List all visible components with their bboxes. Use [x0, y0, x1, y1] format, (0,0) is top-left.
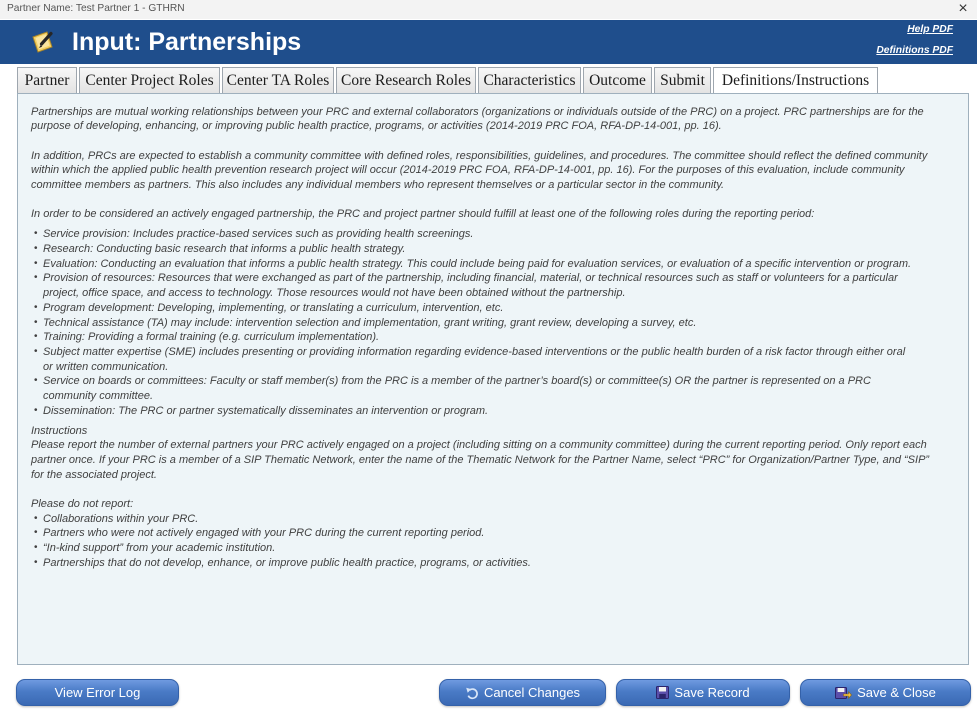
list-item-text: Research: Conducting basic research that informs a public health strategy. — [43, 243, 406, 256]
bullet-marker: • — [34, 257, 38, 269]
tab-partner[interactable]: Partner — [17, 67, 77, 93]
text-line: committee members as partners. This also includes any individual members who represent themselves or a particular sector in the community. — [31, 179, 725, 192]
instructions-heading: Instructions — [31, 424, 88, 437]
list-item — [31, 316, 929, 331]
notepad-pencil-icon — [30, 29, 56, 55]
list-item — [31, 512, 929, 527]
bullet-marker: • — [34, 272, 38, 284]
text-line: In order to be considered an actively engaged partnership, the PRC and project partner should fulfill at least one of the following roles during the reporting period: — [31, 208, 815, 221]
page-title: Input: Partnerships — [72, 28, 302, 56]
bullet-marker: • — [34, 512, 38, 524]
list-item — [31, 404, 929, 419]
list-item — [31, 227, 929, 242]
save-record-label: Save Record — [674, 685, 750, 700]
list-item-text: or written communication. — [43, 360, 169, 373]
tab-center-project-roles[interactable]: Center Project Roles — [79, 67, 220, 93]
list-item-text: “In-kind support” from your academic institution. — [43, 542, 276, 555]
cancel-changes-button[interactable] — [439, 679, 606, 706]
bullet-marker: • — [34, 228, 38, 240]
list-item — [31, 374, 929, 403]
intro-paragraph — [31, 105, 929, 134]
undo-icon — [465, 686, 479, 700]
save-record-button[interactable] — [616, 679, 790, 706]
tab-submit[interactable]: Submit — [654, 67, 711, 93]
do-not-report-section — [31, 497, 929, 570]
list-item — [31, 271, 929, 300]
tab-definitions-instructions[interactable]: Definitions/Instructions — [713, 67, 878, 93]
window-titlebar — [0, 0, 977, 19]
floppy-disk-icon — [656, 686, 669, 699]
window-title: Partner Name: Test Partner 1 - GTHRN — [7, 3, 185, 14]
list-item — [31, 301, 929, 316]
list-item — [31, 541, 929, 556]
close-icon[interactable]: × — [958, 0, 968, 17]
list-item-text: Service provision: Includes practice-based services such as providing health screenings. — [43, 228, 474, 241]
text-line: Please report the number of external partners your PRC actively engaged on a project (including sitting on a community committee) during the current reporting period. Only report each — [31, 439, 927, 452]
text-line: Partnerships are mutual working relationships between your PRC and external collaborators (organizations or individuals outside of the PRC) on a project. PRC partnerships are for the — [31, 105, 924, 118]
list-item-text: Partners who were not actively engaged with your PRC during the current reporting period. — [43, 527, 485, 540]
text-line: purpose of developing, enhancing, or improving public health practice, programs, or activities (2014-2019 PRC FOA, RFA-DP-14-001, pp. 16). — [31, 120, 722, 133]
list-item-text: Service on boards or committees: Faculty or staff member(s) from the PRC is a member of the partner’s board(s) or committee(s) OR the partner is represented on a PRC — [43, 375, 871, 388]
bullet-marker: • — [34, 345, 38, 357]
list-item-text: Technical assistance (TA) may include: intervention selection and implementation, grant writing, grant review, developing a survey, etc. — [43, 316, 697, 329]
list-item — [31, 526, 929, 541]
list-item-text: Program development: Developing, implementing, or translating a curriculum, intervention, etc. — [43, 301, 504, 314]
bullet-marker: • — [34, 243, 38, 255]
list-item — [31, 330, 929, 345]
text-line: In addition, PRCs are expected to establish a community committee with defined roles, responsibilities, guidelines, and procedures. The committee should reflect the defined community — [31, 149, 928, 162]
instructions-section — [31, 424, 929, 483]
view-error-log-button[interactable] — [16, 679, 179, 706]
text-line: for the associated project. — [31, 468, 157, 481]
definitions-pdf-link[interactable]: Definitions PDF — [876, 45, 953, 56]
list-item — [31, 257, 929, 272]
community-committee-paragraph — [31, 149, 929, 193]
text-line: within which the applied public health prevention research project will occur (2014-2019 PRC FOA, RFA-DP-14-001, pp. 16). For the purposes of this evaluation, include community — [31, 164, 905, 177]
help-pdf-link[interactable]: Help PDF — [907, 24, 953, 35]
list-item-text: Subject matter expertise (SME) includes presenting or providing information regarding evidence-based interventions or the public health burden of a risk factor through either oral — [43, 345, 906, 358]
save-and-close-label: Save & Close — [857, 685, 936, 700]
list-item-text: Dissemination: The PRC or partner systematically disseminates an intervention or program. — [43, 404, 489, 417]
tab-bar — [17, 67, 878, 93]
save-close-icon — [835, 686, 852, 700]
list-item — [31, 242, 929, 257]
roles-intro-paragraph — [31, 207, 929, 222]
list-item — [31, 345, 929, 374]
cancel-changes-label: Cancel Changes — [483, 685, 581, 700]
list-item-text: Provision of resources: Resources that were exchanged as part of the partnership, including financial, material, or technical resources such as staff or volunteers for a particular — [43, 272, 898, 285]
tab-center-ta-roles[interactable]: Center TA Roles — [222, 67, 334, 93]
list-item — [31, 556, 929, 571]
bullet-marker: • — [34, 331, 38, 343]
do-not-report-heading: Please do not report: — [31, 498, 134, 511]
bullet-marker: • — [34, 556, 38, 568]
list-item-text: Partnerships that do not develop, enhance, or improve public health practice, programs, or activities. — [43, 556, 531, 569]
bullet-marker: • — [34, 301, 38, 313]
bullet-marker: • — [34, 404, 38, 416]
bullet-marker: • — [34, 316, 38, 328]
list-item-text: Collaborations within your PRC. — [43, 512, 199, 525]
list-item-text: project, office space, and access to technology. Those resources would not have been obtained without the partnership. — [43, 287, 626, 300]
list-item-text: Evaluation: Conducting an evaluation that informs a public health strategy. This could include being paid for evaluation services, or evaluation of a specific intervention or program. — [43, 257, 912, 270]
bullet-marker: • — [34, 375, 38, 387]
page-header — [0, 20, 977, 64]
bullet-marker: • — [34, 527, 38, 539]
text-line: partner once. If your PRC is a member of a SIP Thematic Network, enter the name of the Thematic Network for the Partner Name, select “PRC” for Organization/Partner Type, and “SIP” — [31, 454, 930, 466]
list-item-text: Training: Providing a formal training (e.g. curriculum implementation). — [43, 331, 380, 344]
tab-core-research-roles[interactable]: Core Research Roles — [336, 67, 476, 93]
view-error-log-label: View Error Log — [54, 685, 141, 700]
tab-characteristics[interactable]: Characteristics — [478, 67, 581, 93]
save-and-close-button[interactable] — [800, 679, 971, 706]
definitions-panel — [17, 93, 969, 665]
roles-list — [31, 227, 929, 418]
bullet-marker: • — [34, 542, 38, 554]
list-item-text: community committee. — [43, 389, 154, 402]
tab-outcome[interactable]: Outcome — [583, 67, 652, 93]
definitions-text — [31, 105, 929, 571]
